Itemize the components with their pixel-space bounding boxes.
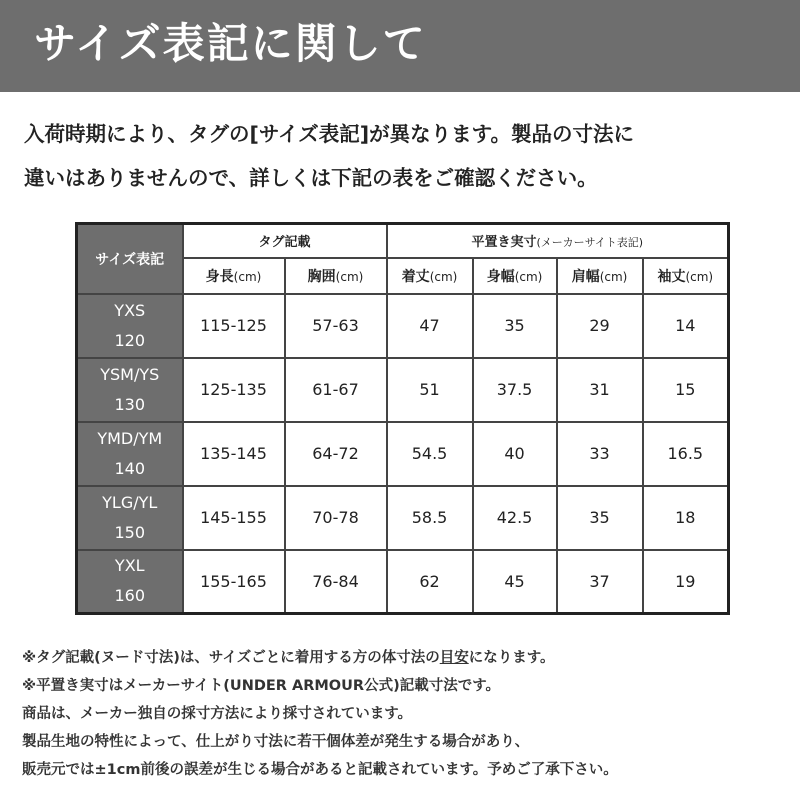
height-cell: 115-125 xyxy=(183,294,285,358)
note-line: ※タグ記載(ヌード寸法)は、サイズごとに着用する方の体寸法の目安になります。 xyxy=(22,650,555,666)
underlined-term: 目安 xyxy=(439,650,469,666)
table-row xyxy=(77,358,729,422)
table-row xyxy=(77,422,729,486)
shoulder-cell: 33 xyxy=(557,422,643,486)
sleeve-cell: 15 xyxy=(643,358,729,422)
sleeve-cell: 19 xyxy=(643,550,729,614)
col-header-height: 身長(cm) xyxy=(183,258,285,294)
height-cell: 145-155 xyxy=(183,486,285,550)
flat-group-header xyxy=(387,224,729,258)
size-label-cell: YMD/YM 140 xyxy=(77,422,183,486)
chest-cell: 70-78 xyxy=(285,486,387,550)
length-cell: 62 xyxy=(387,550,473,614)
note-line: 商品は、メーカー独自の採寸方法により採寸されています。 xyxy=(22,706,413,722)
width-cell: 37.5 xyxy=(473,358,557,422)
sleeve-cell: 18 xyxy=(643,486,729,550)
shoulder-cell: 29 xyxy=(557,294,643,358)
col-header-width: 身幅(cm) xyxy=(473,258,557,294)
size-table xyxy=(75,222,730,615)
size-label-cell: YXS 120 xyxy=(77,294,183,358)
header-banner xyxy=(0,0,800,92)
width-cell: 42.5 xyxy=(473,486,557,550)
flat-group-title: 平置き実寸 xyxy=(471,235,537,251)
note-line: ※平置き実寸はメーカーサイト(UNDER ARMOUR公式)記載寸法です。 xyxy=(22,678,501,694)
shoulder-cell: 37 xyxy=(557,550,643,614)
width-cell: 35 xyxy=(473,294,557,358)
note-line: 販売元では±1cm前後の誤差が生じる場合があると記載されています。予めご了承下さい。 xyxy=(22,762,618,778)
sleeve-cell: 14 xyxy=(643,294,729,358)
height-cell: 125-135 xyxy=(183,358,285,422)
size-label-cell: YXL 160 xyxy=(77,550,183,614)
length-cell: 47 xyxy=(387,294,473,358)
width-cell: 45 xyxy=(473,550,557,614)
chest-cell: 57-63 xyxy=(285,294,387,358)
intro-line: 違いはありませんので、詳しくは下記の表をご確認ください。 xyxy=(24,166,598,190)
table-header-row xyxy=(77,224,729,258)
size-label-cell: YLG/YL 150 xyxy=(77,486,183,550)
chest-cell: 64-72 xyxy=(285,422,387,486)
size-label-cell: YSM/YS 130 xyxy=(77,358,183,422)
sleeve-cell: 16.5 xyxy=(643,422,729,486)
intro-text xyxy=(24,112,784,200)
intro-line: 入荷時期により、タグの[サイズ表記]が異なります。製品の寸法に xyxy=(24,122,634,146)
length-cell: 51 xyxy=(387,358,473,422)
width-cell: 40 xyxy=(473,422,557,486)
shoulder-cell: 31 xyxy=(557,358,643,422)
tag-group-header: タグ記載 xyxy=(183,224,387,258)
size-label-header: サイズ表記 xyxy=(77,224,183,294)
col-header-shoulder: 肩幅(cm) xyxy=(557,258,643,294)
length-cell: 58.5 xyxy=(387,486,473,550)
shoulder-cell: 35 xyxy=(557,486,643,550)
col-header-length: 着丈(cm) xyxy=(387,258,473,294)
flat-group-subtitle: (メーカーサイト表記) xyxy=(536,236,644,250)
note-line: 製品生地の特性によって、仕上がり寸法に若干個体差が発生する場合があり、 xyxy=(22,734,530,750)
chest-cell: 76-84 xyxy=(285,550,387,614)
col-header-chest: 胸囲(cm) xyxy=(285,258,387,294)
table-row xyxy=(77,550,729,614)
height-cell: 135-145 xyxy=(183,422,285,486)
col-header-sleeve: 袖丈(cm) xyxy=(643,258,729,294)
height-cell: 155-165 xyxy=(183,550,285,614)
notes-section xyxy=(22,644,792,784)
table-row xyxy=(77,294,729,358)
length-cell: 54.5 xyxy=(387,422,473,486)
page-title: サイズ表記に関して xyxy=(34,19,427,68)
table-row xyxy=(77,486,729,550)
chest-cell: 61-67 xyxy=(285,358,387,422)
